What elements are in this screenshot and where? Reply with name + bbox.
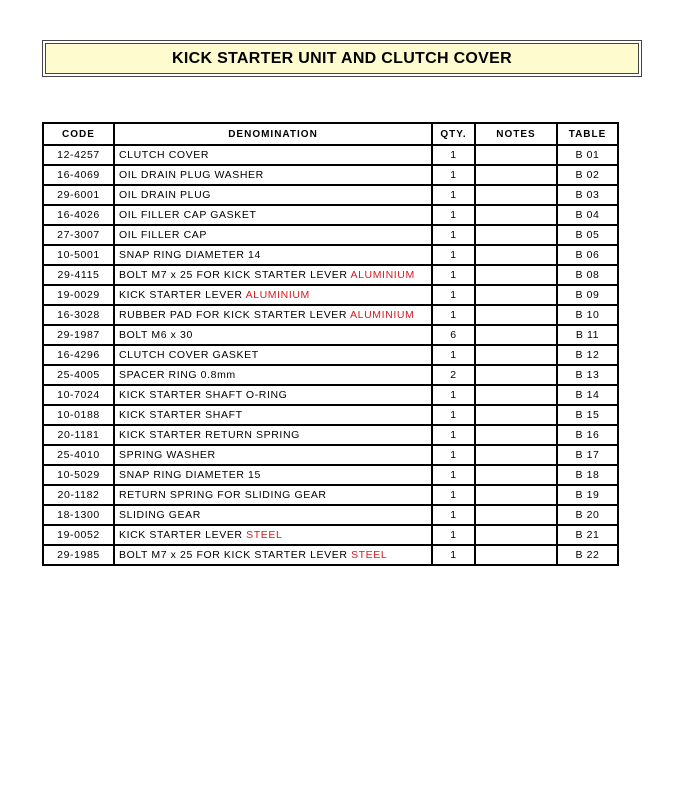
part-denomination (114, 405, 432, 425)
part-notes (475, 445, 557, 465)
table-row (43, 145, 618, 165)
part-code: 25-4005 (43, 365, 114, 385)
part-code: 16-3028 (43, 305, 114, 325)
part-code: 29-4115 (43, 265, 114, 285)
part-notes (475, 345, 557, 365)
part-denomination (114, 445, 432, 465)
part-denomination (114, 165, 432, 185)
part-qty: 1 (432, 145, 475, 165)
part-denomination (114, 285, 432, 305)
material-highlight: ALUMINIUM (350, 269, 415, 281)
denomination-text: RETURN SPRING FOR SLIDING GEAR (119, 489, 327, 501)
part-denomination (114, 145, 432, 165)
part-table-ref: B 10 (557, 305, 618, 325)
part-notes (475, 305, 557, 325)
part-notes (475, 545, 557, 565)
table-row (43, 305, 618, 325)
table-row (43, 365, 618, 385)
part-code: 12-4257 (43, 145, 114, 165)
part-notes (475, 165, 557, 185)
part-table-ref: B 22 (557, 545, 618, 565)
denomination-text: KICK STARTER SHAFT (119, 409, 243, 421)
part-notes (475, 145, 557, 165)
part-notes (475, 205, 557, 225)
part-code: 29-1987 (43, 325, 114, 345)
part-denomination (114, 425, 432, 445)
part-denomination (114, 225, 432, 245)
page-title: KICK STARTER UNIT AND CLUTCH COVER (45, 43, 639, 74)
part-qty: 1 (432, 225, 475, 245)
part-denomination (114, 205, 432, 225)
title-frame (42, 40, 642, 77)
part-denomination (114, 525, 432, 545)
denomination-text: SPRING WASHER (119, 449, 216, 461)
part-table-ref: B 06 (557, 245, 618, 265)
part-qty: 1 (432, 165, 475, 185)
table-row (43, 425, 618, 445)
part-table-ref: B 19 (557, 485, 618, 505)
part-notes (475, 465, 557, 485)
part-notes (475, 225, 557, 245)
denomination-text: RUBBER PAD FOR KICK STARTER LEVER (119, 309, 348, 321)
part-qty: 2 (432, 365, 475, 385)
part-table-ref: B 05 (557, 225, 618, 245)
part-denomination (114, 545, 432, 565)
denomination-text: KICK STARTER LEVER (119, 289, 243, 301)
part-table-ref: B 14 (557, 385, 618, 405)
table-row (43, 205, 618, 225)
part-code: 19-0029 (43, 285, 114, 305)
denomination-text: OIL DRAIN PLUG (119, 189, 212, 201)
table-row (43, 165, 618, 185)
part-code: 19-0052 (43, 525, 114, 545)
parts-table (42, 122, 619, 566)
table-row (43, 185, 618, 205)
part-notes (475, 185, 557, 205)
part-table-ref: B 01 (557, 145, 618, 165)
part-qty: 1 (432, 485, 475, 505)
part-qty: 1 (432, 265, 475, 285)
denomination-text: KICK STARTER SHAFT O-RING (119, 389, 288, 401)
denomination-text: SPACER RING 0.8mm (119, 369, 236, 381)
header-code: CODE (43, 123, 114, 145)
table-row (43, 285, 618, 305)
part-notes (475, 325, 557, 345)
part-qty: 1 (432, 205, 475, 225)
part-code: 20-1181 (43, 425, 114, 445)
part-table-ref: B 18 (557, 465, 618, 485)
table-row (43, 385, 618, 405)
table-row (43, 485, 618, 505)
part-qty: 1 (432, 285, 475, 305)
part-table-ref: B 02 (557, 165, 618, 185)
part-qty: 1 (432, 465, 475, 485)
part-notes (475, 285, 557, 305)
part-table-ref: B 17 (557, 445, 618, 465)
part-denomination (114, 385, 432, 405)
part-code: 25-4010 (43, 445, 114, 465)
denomination-text: BOLT M7 x 25 FOR KICK STARTER LEVER (119, 269, 348, 281)
header-denomination: DENOMINATION (114, 123, 432, 145)
table-row (43, 445, 618, 465)
denomination-text: KICK STARTER LEVER (119, 529, 243, 541)
part-qty: 1 (432, 425, 475, 445)
part-denomination (114, 505, 432, 525)
part-denomination (114, 245, 432, 265)
part-code: 29-1985 (43, 545, 114, 565)
part-notes (475, 265, 557, 285)
part-table-ref: B 09 (557, 285, 618, 305)
material-highlight: STEEL (351, 549, 388, 561)
part-denomination (114, 185, 432, 205)
part-table-ref: B 08 (557, 265, 618, 285)
part-code: 18-1300 (43, 505, 114, 525)
denomination-text: BOLT M6 x 30 (119, 329, 193, 341)
denomination-text: KICK STARTER RETURN SPRING (119, 429, 300, 441)
part-table-ref: B 04 (557, 205, 618, 225)
part-notes (475, 505, 557, 525)
part-code: 10-5001 (43, 245, 114, 265)
table-row (43, 405, 618, 425)
part-code: 16-4026 (43, 205, 114, 225)
part-code: 20-1182 (43, 485, 114, 505)
part-notes (475, 245, 557, 265)
table-row (43, 465, 618, 485)
part-code: 29-6001 (43, 185, 114, 205)
part-qty: 1 (432, 305, 475, 325)
table-row (43, 345, 618, 365)
part-code: 10-0188 (43, 405, 114, 425)
part-qty: 1 (432, 545, 475, 565)
part-denomination (114, 305, 432, 325)
part-table-ref: B 12 (557, 345, 618, 365)
material-highlight: ALUMINIUM (350, 309, 415, 321)
denomination-text: OIL FILLER CAP GASKET (119, 209, 257, 221)
denomination-text: SNAP RING DIAMETER 15 (119, 469, 261, 481)
table-row (43, 525, 618, 545)
denomination-text: BOLT M7 x 25 FOR KICK STARTER LEVER (119, 549, 348, 561)
header-table: TABLE (557, 123, 618, 145)
part-qty: 1 (432, 525, 475, 545)
table-row (43, 325, 618, 345)
part-table-ref: B 11 (557, 325, 618, 345)
table-row (43, 225, 618, 245)
denomination-text: CLUTCH COVER (119, 149, 210, 161)
part-qty: 1 (432, 445, 475, 465)
denomination-text: SNAP RING DIAMETER 14 (119, 249, 261, 261)
part-table-ref: B 21 (557, 525, 618, 545)
part-code: 16-4296 (43, 345, 114, 365)
part-notes (475, 405, 557, 425)
material-highlight: ALUMINIUM (245, 289, 310, 301)
part-table-ref: B 13 (557, 365, 618, 385)
header-notes: NOTES (475, 123, 557, 145)
part-table-ref: B 16 (557, 425, 618, 445)
part-qty: 1 (432, 385, 475, 405)
part-qty: 6 (432, 325, 475, 345)
material-highlight: STEEL (246, 529, 283, 541)
part-notes (475, 365, 557, 385)
part-denomination (114, 365, 432, 385)
part-notes (475, 385, 557, 405)
part-denomination (114, 345, 432, 365)
table-header-row (43, 123, 618, 145)
part-code: 10-7024 (43, 385, 114, 405)
part-code: 16-4069 (43, 165, 114, 185)
table-row (43, 505, 618, 525)
part-table-ref: B 20 (557, 505, 618, 525)
part-denomination (114, 465, 432, 485)
denomination-text: OIL FILLER CAP (119, 229, 207, 241)
part-code: 27-3007 (43, 225, 114, 245)
denomination-text: OIL DRAIN PLUG WASHER (119, 169, 264, 181)
part-table-ref: B 15 (557, 405, 618, 425)
table-row (43, 545, 618, 565)
table-row (43, 245, 618, 265)
part-qty: 1 (432, 405, 475, 425)
denomination-text: SLIDING GEAR (119, 509, 201, 521)
part-table-ref: B 03 (557, 185, 618, 205)
table-row (43, 265, 618, 285)
part-denomination (114, 325, 432, 345)
part-qty: 1 (432, 505, 475, 525)
part-code: 10-5029 (43, 465, 114, 485)
part-qty: 1 (432, 245, 475, 265)
part-notes (475, 485, 557, 505)
part-notes (475, 425, 557, 445)
part-denomination (114, 265, 432, 285)
part-denomination (114, 485, 432, 505)
part-qty: 1 (432, 345, 475, 365)
part-qty: 1 (432, 185, 475, 205)
denomination-text: CLUTCH COVER GASKET (119, 349, 259, 361)
part-notes (475, 525, 557, 545)
header-qty: QTY. (432, 123, 475, 145)
